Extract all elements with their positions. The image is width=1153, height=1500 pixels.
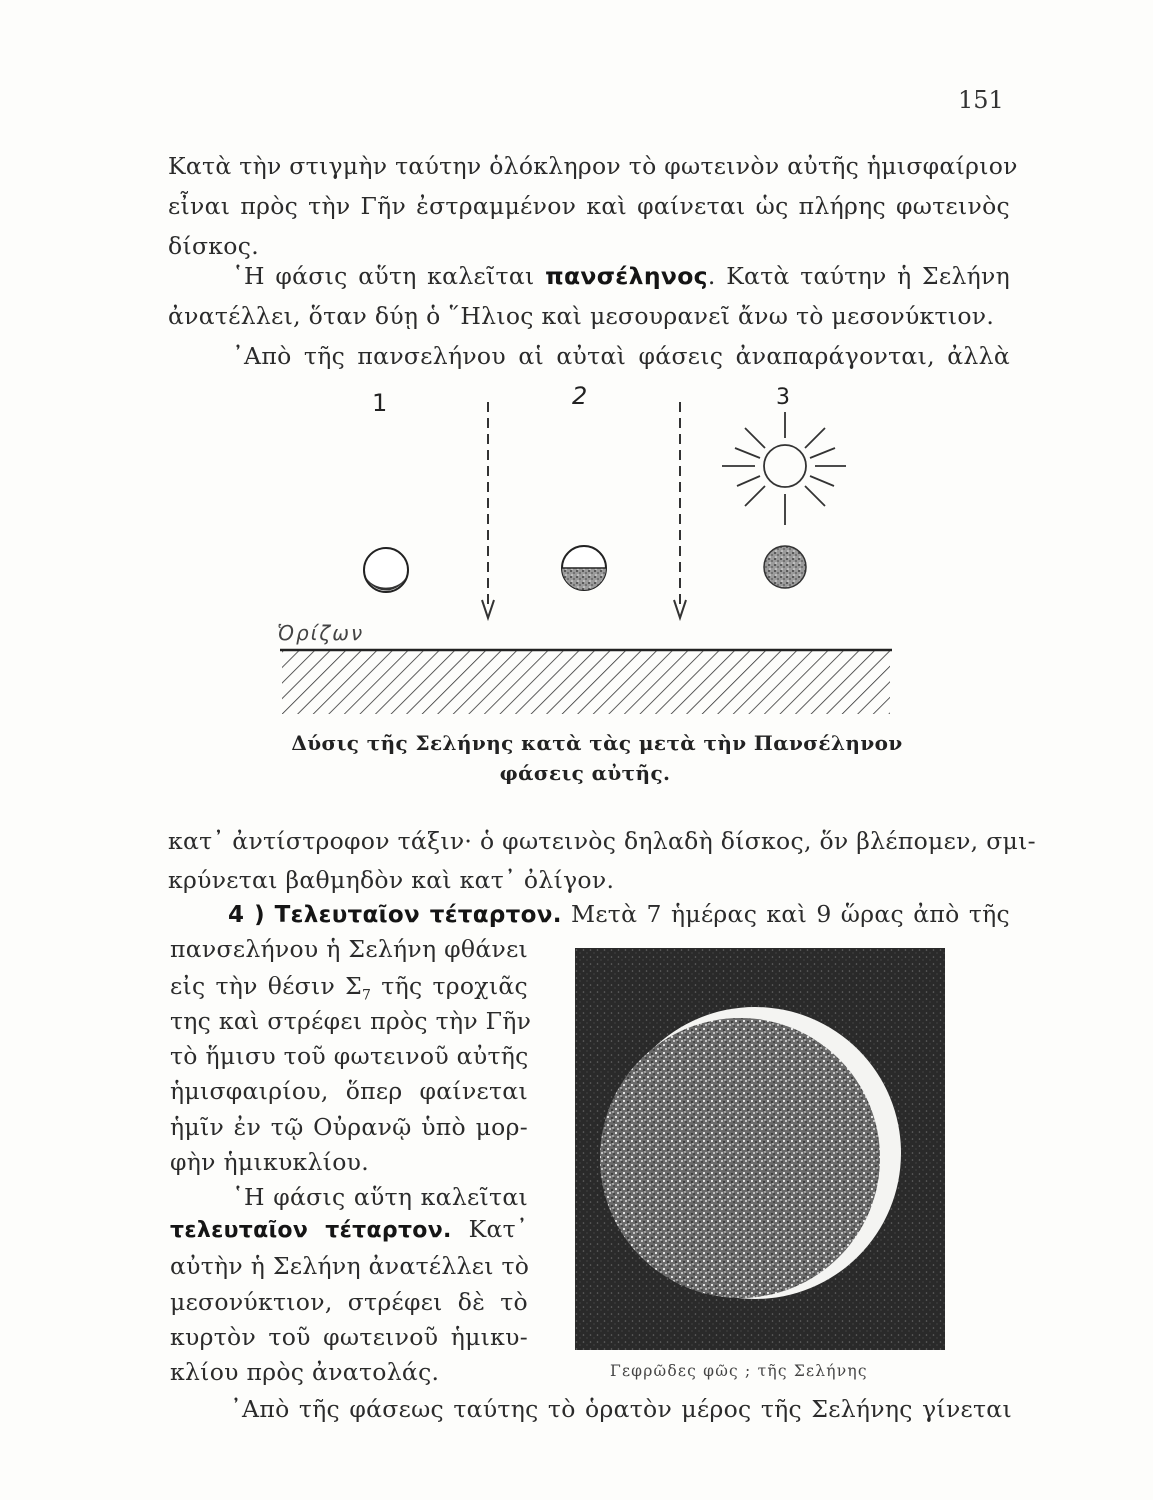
section-4-line-2 bbox=[170, 972, 528, 1004]
paragraph-2-text-end: . Κατὰ ταύτην ἡ Σελήνη bbox=[707, 262, 1010, 290]
section-4-heading-line bbox=[228, 900, 1010, 928]
section-4-line-1: πανσελήνου ἡ Σελήνη φθάνει bbox=[170, 935, 529, 963]
paragraph-2-line-2: ἀνατέλλει, ὅταν δύῃ ὁ ῞Ηλιος καὶ μεσουρανεῖ ἄνω τὸ μεσονύκτιον. bbox=[168, 302, 995, 330]
paragraph-4-line-1: κατ᾿ ἀντίστροφον τάξιν· ὁ φωτεινὸς δηλαδὴ δίσκος, ὅν βλέπομεν, σμι- bbox=[168, 827, 1036, 855]
section-4-line-12: κυρτὸν τοῦ φωτεινοῦ ἡμικυ- bbox=[170, 1323, 528, 1351]
horizon-label: Ὁρίζων bbox=[277, 621, 365, 645]
orbit-position-subscript: 7 bbox=[362, 987, 372, 1004]
term-last-quarter: τελευταῖον τέταρτον. bbox=[170, 1218, 452, 1243]
ground-hatching bbox=[282, 650, 890, 714]
phase-label-1: 1 bbox=[372, 389, 388, 417]
page-number: 151 bbox=[958, 86, 1004, 114]
section-4-heading: 4 ) Τελευταῖον τέταρτον. bbox=[228, 902, 562, 928]
paragraph-1-line-1: Κατὰ τὴν στιγμὴν ταύτην ὁλόκληρον τὸ φωτεινὸν αὐτῆς ἡμισφαίριον bbox=[168, 152, 1018, 180]
section-4-line-7: φὴν ἡμικυκλίου. bbox=[170, 1148, 370, 1176]
paragraph-4-line-2: κρύνεται βαθμηδὸν καὶ κατ᾿ ὀλίγον. bbox=[168, 866, 615, 894]
figure-1-caption-line-1: Δύσις τῆς Σελήνης κατὰ τὰς μετὰ τὴν Πανσέληνον bbox=[291, 731, 903, 755]
figure-2-caption: Γεφρῶδες φῶς ; τῆς Σελήνης bbox=[610, 1362, 868, 1380]
section-4-line-3: της καὶ στρέφει πρὸς τὴν Γῆν bbox=[170, 1007, 532, 1035]
term-full-moon: πανσέληνος bbox=[545, 262, 708, 290]
moon-phase-1 bbox=[364, 548, 408, 592]
section-4-line-13: κλίου πρὸς ἀνατολάς. bbox=[170, 1358, 440, 1386]
figure-1-caption-line-2: φάσεις αὐτῆς. bbox=[499, 761, 671, 785]
phase-label-3: 3 bbox=[776, 385, 790, 410]
section-4-line-6: ἡμῖν ἐν τῷ Οὐρανῷ ὑπὸ μορ- bbox=[170, 1113, 528, 1141]
section-4-line-8: ῾Η φάσις αὕτη καλεῖται bbox=[232, 1183, 528, 1211]
section-4-line-9-end: Κατ᾿ bbox=[451, 1215, 528, 1243]
section-4-line-2-end: τῆς τροχιᾶς bbox=[371, 972, 528, 1000]
section-4-line-2-start: εἰς τὴν θέσιν Σ bbox=[170, 972, 363, 1000]
paragraph-1-line-3: δίσκος. bbox=[168, 232, 259, 260]
moon-phase-3 bbox=[764, 546, 806, 588]
phase-label-2: 2 bbox=[572, 382, 588, 410]
moon-phase-2 bbox=[562, 546, 606, 590]
paragraph-5-line-1: ᾿Απὸ τῆς φάσεως ταύτης τὸ ὁρατὸν μέρος τῆς Σελήνης γίνεται bbox=[230, 1395, 1012, 1423]
paragraph-1-line-2: εἶναι πρὸς τὴν Γῆν ἐστραμμένον καὶ φαίνεται ὡς πλήρης φωτεινὸς bbox=[168, 192, 1010, 220]
paragraph-3-line-1: ᾿Απὸ τῆς πανσελήνου αἱ αὐταὶ φάσεις ἀναπαράγονται, ἀλλὰ bbox=[232, 342, 1010, 370]
section-4-line-9 bbox=[170, 1215, 528, 1243]
earthshine-moon-image bbox=[575, 948, 945, 1350]
section-4-line-10: αὐτὴν ἡ Σελήνη ἀνατέλλει τὸ bbox=[170, 1252, 530, 1280]
section-4-line-11: μεσονύκτιον, στρέφει δὲ τὸ bbox=[170, 1288, 528, 1316]
section-4-line-5: ἡμισφαιρίου, ὅπερ φαίνεται bbox=[170, 1077, 528, 1105]
section-4-line-4: τὸ ἥμισυ τοῦ φωτεινοῦ αὐτῆς bbox=[170, 1042, 529, 1070]
paragraph-2-text-start: ῾Η φάσις αὕτη καλεῖται bbox=[232, 262, 546, 290]
sun-icon bbox=[722, 412, 846, 525]
section-4-heading-rest: Μετὰ 7 ἡμέρας καὶ 9 ὥρας ἀπὸ τῆς bbox=[561, 900, 1010, 928]
